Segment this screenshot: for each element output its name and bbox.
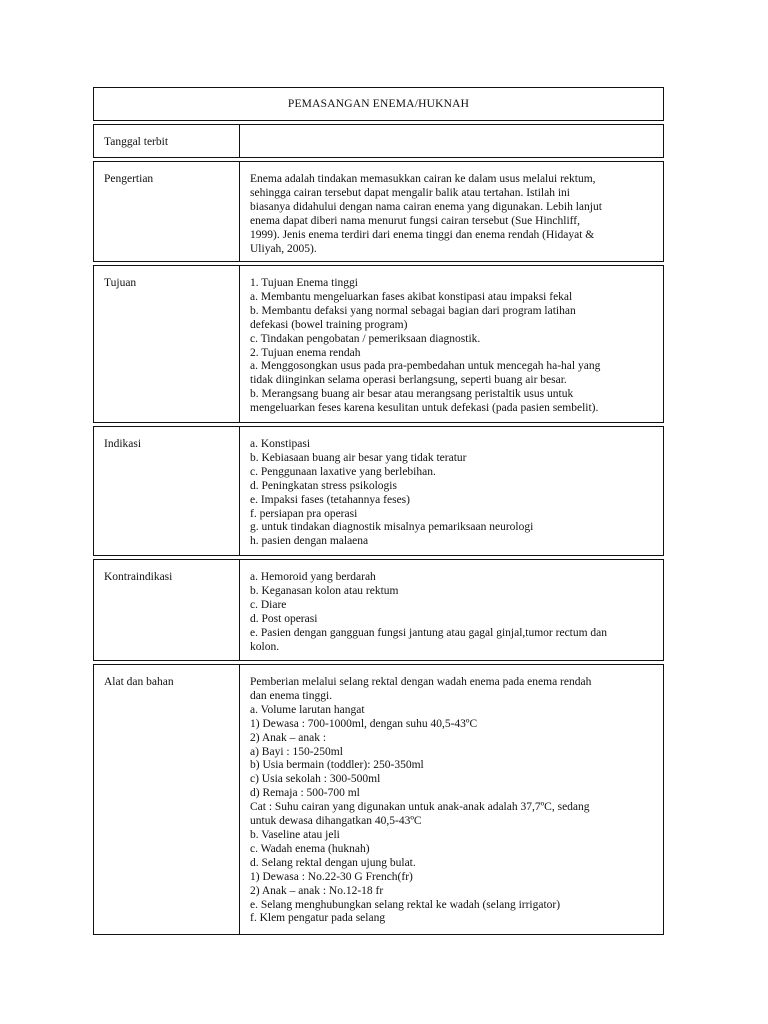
- text-line: 2) Anak – anak :: [250, 731, 327, 744]
- label-alat-dan-bahan: Alat dan bahan: [94, 665, 240, 934]
- text-line: c. Diare: [250, 598, 287, 611]
- text-line: c. Penggunaan laxative yang berlebihan.: [250, 465, 436, 478]
- text-line: a. Hemoroid yang berdarah: [250, 571, 376, 583]
- text-line: kolon.: [250, 640, 280, 653]
- text-line: e. Selang menghubungkan selang rektal ke wadah (selang irrigator): [250, 898, 561, 911]
- text-line: d) Remaja : 500-700 ml: [250, 787, 360, 800]
- text-line: b. Kebiasaan buang air besar yang tidak teratur: [250, 451, 467, 464]
- text-line: h. pasien dengan malaena: [250, 535, 369, 548]
- row-alat-dan-bahan: [93, 664, 664, 935]
- text-line: 2. Tujuan enema rendah: [250, 346, 361, 359]
- text-line: b. Membantu defaksi yang normal sebagai bagian dari program latihan: [250, 304, 576, 317]
- text-line: 1999). Jenis enema terdiri dari enema tinggi dan enema rendah (Hidayat &: [250, 228, 595, 241]
- text-line: tidak diinginkan selama operasi berlangsung, seperti buang air besar.: [250, 374, 567, 387]
- text-line: defekasi (bowel training program): [250, 318, 408, 331]
- row-kontraindikasi: [93, 559, 664, 661]
- row-tanggal-terbit: [93, 124, 664, 158]
- text-line: 2) Anak – anak : No.12-18 fr: [250, 884, 384, 897]
- text-line: sehingga cairan tersebut dapat mengalir balik atau tertahan. Istilah ini: [250, 186, 570, 199]
- text-line: Cat : Suhu cairan yang digunakan untuk anak-anak adalah 37,7ºC, sedang: [250, 801, 590, 814]
- text-line: c) Usia sekolah : 300-500ml: [250, 773, 381, 786]
- content-pengertian: [240, 162, 663, 261]
- text-line: d. Peningkatan stress psikologis: [250, 479, 397, 492]
- text-line: Pemberian melalui selang rektal dengan wadah enema pada enema rendah: [250, 676, 592, 688]
- text-line: d. Selang rektal dengan ujung bulat.: [250, 856, 416, 869]
- document-title: PEMASANGAN ENEMA/HUKNAH: [93, 87, 664, 121]
- text-line: f. Klem pengatur pada selang: [250, 912, 386, 925]
- text-line: a. Konstipasi: [250, 438, 311, 450]
- text-line: 1) Dewasa : 700-1000ml, dengan suhu 40,5-43ºC: [250, 717, 478, 730]
- row-pengertian: [93, 161, 664, 262]
- content-tujuan: [240, 266, 663, 422]
- text-line: Uliyah, 2005).: [250, 242, 317, 255]
- text-line: g. untuk tindakan diagnostik misalnya pemariksaan neurologi: [250, 521, 534, 534]
- label-kontraindikasi: Kontraindikasi: [94, 560, 240, 660]
- text-line: mengeluarkan feses karena kesulitan untuk defekasi (pada pasien sembelit).: [250, 402, 599, 415]
- row-tujuan: [93, 265, 664, 423]
- text-line: b. Keganasan kolon atau rektum: [250, 584, 399, 597]
- label-pengertian: Pengertian: [94, 162, 240, 261]
- sop-table: [93, 87, 664, 935]
- row-indikasi: [93, 426, 664, 556]
- text-line: a. Volume larutan hangat: [250, 703, 365, 716]
- text-line: d. Post operasi: [250, 612, 318, 625]
- text-line: 1. Tujuan Enema tinggi: [250, 277, 358, 289]
- text-line: enema dapat diberi nama menurut fungsi cairan tersebut (Sue Hinchliff,: [250, 214, 580, 227]
- text-line: c. Wadah enema (huknah): [250, 842, 370, 855]
- text-line: e. Pasien dengan gangguan fungsi jantung atau gagal ginjal,tumor rectum dan: [250, 626, 608, 639]
- text-line: b. Merangsang buang air besar atau merangsang peristaltik usus untuk: [250, 388, 574, 401]
- text-line: dan enema tinggi.: [250, 689, 333, 702]
- text-line: a. Membantu mengeluarkan fases akibat konstipasi atau impaksi fekal: [250, 290, 573, 303]
- text-line: e. Impaksi fases (tetahannya feses): [250, 493, 410, 506]
- text-line: 1) Dewasa : No.22-30 G French(fr): [250, 870, 413, 883]
- label-indikasi: Indikasi: [94, 427, 240, 555]
- text-line: f. persiapan pra operasi: [250, 507, 358, 520]
- content-kontraindikasi: [240, 560, 663, 660]
- text-line: b) Usia bermain (toddler): 250-350ml: [250, 759, 424, 772]
- label-tanggal-terbit: Tanggal terbit: [94, 125, 240, 157]
- text-line: biasanya didahului dengan nama cairan enema yang digunakan. Lebih lanjut: [250, 200, 602, 213]
- text-line: a) Bayi : 150-250ml: [250, 745, 343, 758]
- label-tujuan: Tujuan: [94, 266, 240, 422]
- text-line: untuk dewasa dihangatkan 40,5-43ºC: [250, 815, 422, 828]
- text-line: b. Vaseline atau jeli: [250, 828, 340, 841]
- content-tanggal-terbit: [240, 125, 663, 157]
- text-line: Enema adalah tindakan memasukkan cairan ke dalam usus melalui rektum,: [250, 173, 596, 185]
- text-line: c. Tindakan pengobatan / pemeriksaan diagnostik.: [250, 332, 481, 345]
- text-line: a. Menggosongkan usus pada pra-pembedahan untuk mencegah ha-hal yang: [250, 360, 601, 373]
- content-alat-dan-bahan: [240, 665, 663, 934]
- content-indikasi: [240, 427, 663, 555]
